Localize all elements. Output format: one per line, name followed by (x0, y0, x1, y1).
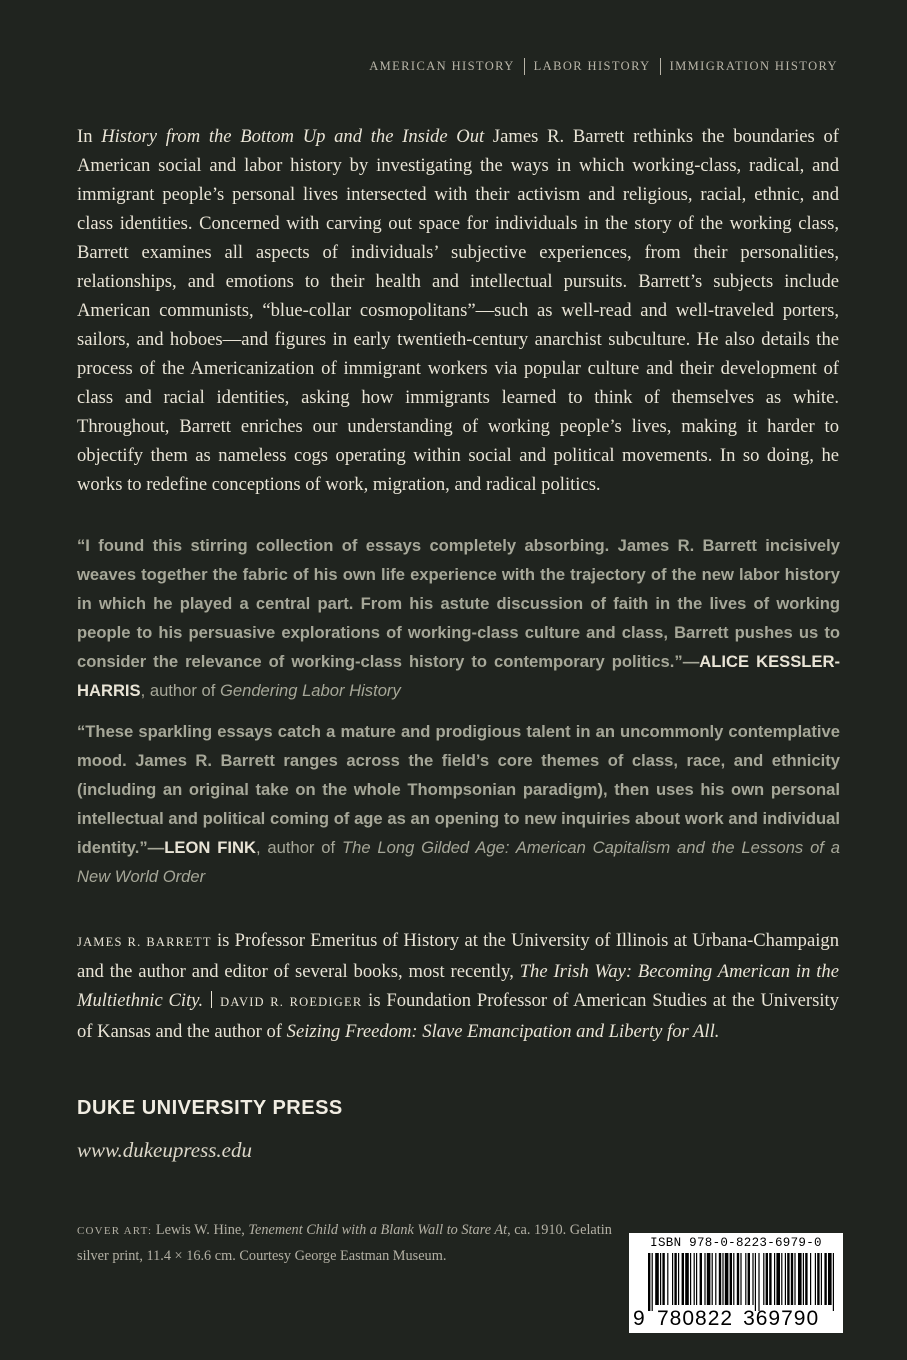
barcode-bar (696, 1253, 697, 1305)
quote-text: “These sparkling essays catch a mature and prodigious talent in an uncommonly contemplative mood. James R. Barrett ranges across the field’s core themes of class, race, and ethnicity (including an original take on the whole Thompsonian paradigm), then uses his own personal intellectual and political coming of age as an opening to new inquiries about work and individual identity.”— (77, 722, 840, 857)
category-immigration-history: IMMIGRATION HISTORY (669, 59, 838, 73)
quote-work: Gendering Labor History (219, 681, 401, 700)
bio-divider (211, 991, 212, 1008)
barcode-bar (766, 1253, 768, 1305)
quote-author: ALICE KESSLER-HARRIS (77, 652, 840, 700)
author-bio: is Foundation Professor of American Studies at the University of Kansas and the author of (77, 990, 839, 1042)
author-book: Seizing Freedom: Slave Emancipation and Liberty for All. (286, 1021, 720, 1042)
author-bios (77, 926, 839, 1046)
barcode-bar (776, 1253, 780, 1305)
barcode-bar (815, 1253, 816, 1305)
barcode-bar (674, 1253, 676, 1305)
barcode-digit-group: 369790 (743, 1307, 820, 1330)
barcode-bar (685, 1253, 689, 1305)
author-name: DAVID R. ROEDIGER (220, 995, 363, 1009)
barcode-bar (725, 1253, 729, 1305)
barcode-bar (817, 1253, 819, 1305)
barcode-bar (781, 1253, 782, 1305)
quote-role: , author of (255, 838, 342, 857)
barcode-bar (758, 1253, 759, 1311)
barcode-bar (785, 1253, 786, 1305)
barcode-bar (730, 1253, 732, 1305)
credit-details: , ca. 1910. Gelatin silver print, 11.4 × 16.6 cm. Courtesy George Eastman Museum. (77, 1222, 612, 1264)
author-book: The Irish Way: Becoming American in the Multiethnic City. (77, 961, 839, 1011)
artwork-title: Tenement Child with a Blank Wall to Stare At (248, 1222, 508, 1238)
barcode-bar (810, 1253, 811, 1305)
barcode-bar (828, 1253, 832, 1305)
barcode-bar (769, 1253, 771, 1305)
barcode-bar (755, 1253, 756, 1311)
barcode-bar (787, 1253, 789, 1305)
barcode-bar (715, 1253, 716, 1305)
barcode-bar (752, 1253, 753, 1305)
barcode-bar (824, 1253, 826, 1305)
barcode-bar (774, 1253, 775, 1305)
barcode-bar (660, 1253, 661, 1305)
author-name: JAMES R. BARRETT (77, 935, 212, 949)
author-bio: is Professor Emeritus of History at the University of Illinois at Urbana-Champaign and the author and editor of several books, most recently, (77, 930, 839, 982)
category-divider (524, 58, 525, 75)
barcode-bar (690, 1253, 691, 1305)
endorsement-quote (64, 531, 840, 705)
category-list (369, 58, 838, 75)
barcode-bar (791, 1253, 793, 1305)
barcode-bar (803, 1253, 804, 1305)
barcode-bar (712, 1253, 713, 1305)
barcode-bar (704, 1253, 705, 1305)
cover-art-credit (77, 1218, 637, 1269)
barcode-digits (633, 1307, 841, 1331)
barcode-bar (652, 1253, 653, 1311)
publisher-name: DUKE UNIVERSITY PRESS (77, 1097, 343, 1119)
barcode-bar (737, 1253, 739, 1305)
barcode-bars (648, 1253, 838, 1311)
blurb-body: James R. Barrett rethinks the boundaries of American social and labor history by investigating the ways in which working-class, radical, and immigrant people’s personal lives intersected with their activism and religious, racial, ethnic, and class identities. Concerned with carving out space for individuals in the story of the working class, Barrett examines all aspects of individuals’ subjective experiences, from their personalities, relationships, and emotions to their health and intellectual pursuits. Barrett’s subjects include American communists, “blue-collar cosmopolitans”—such as well-read and well-traveled porters, sailors, and hoboes—and figures in early twentieth-century anarchist subculture. He also details the process of the Americanization of immigrant workers via popular culture and their development of class and racial identities, asking how immigrants learned to think of themselves as white. Throughout, Barrett enriches our understanding of working people’s lives, making it harder to objectify them as nameless cogs operating within social and political movements. In so doing, he works to redefine conceptions of work, migration, and radical politics. (77, 126, 839, 495)
book-title: History from the Bottom Up and the Inside Out (101, 126, 485, 147)
quote-work: The Long Gilded Age: American Capitalism and the Lessons of a New World Order (77, 838, 840, 886)
publisher-website: www.dukeupress.edu (77, 1138, 252, 1162)
barcode-bar (748, 1253, 750, 1305)
quote-author: LEON FINK (164, 838, 256, 857)
barcode-bar (821, 1253, 822, 1305)
barcode-bar (745, 1253, 746, 1305)
barcode-bar (648, 1253, 650, 1311)
endorsement-quote (64, 717, 840, 891)
book-description (77, 122, 839, 499)
barcode-bar (700, 1253, 702, 1305)
isbn-label: ISBN 978-0-8223-6979-0 (650, 1236, 822, 1250)
barcode-bar (682, 1253, 684, 1305)
category-labor-history: LABOR HISTORY (533, 59, 651, 73)
barcode-bar (805, 1253, 807, 1305)
barcode-bar (655, 1253, 659, 1305)
category-divider (660, 58, 661, 75)
blurb-lead: In (77, 126, 102, 147)
quote-text: “I found this stirring collection of essays completely absorbing. James R. Barrett incisively weaves together the fabric of his own life experience with the trajectory of the new labor history in which he played a central part. From his astute discussion of faith in the lives of working people to his persuasive explorations of working-class culture and class, Barrett pushes us to consider the relevance of working-class history to contemporary politics.”— (77, 536, 840, 671)
barcode-bar (833, 1253, 834, 1311)
barcode-bar (740, 1253, 741, 1305)
quote-role: , author of (140, 681, 220, 700)
isbn-barcode (629, 1233, 843, 1333)
barcode-bar (733, 1253, 734, 1305)
barcode-bar (722, 1253, 723, 1305)
barcode-bar (672, 1253, 673, 1305)
barcode-bar (794, 1253, 795, 1305)
barcode-bar (694, 1253, 695, 1305)
credit-label: COVER ART: (77, 1225, 153, 1237)
barcode-bar (678, 1253, 679, 1305)
barcode-bar (667, 1253, 668, 1305)
barcode-bar (662, 1253, 664, 1305)
barcode-bar (798, 1253, 802, 1305)
barcode-digit-group: 780822 (657, 1307, 734, 1330)
barcode-bar (763, 1253, 764, 1305)
barcode-bar (719, 1253, 721, 1305)
barcode-bar (707, 1253, 711, 1305)
category-american-history: AMERICAN HISTORY (369, 59, 515, 73)
barcode-digit-first: 9 (633, 1307, 646, 1330)
credit-artist: Lewis W. Hine, (152, 1222, 249, 1238)
